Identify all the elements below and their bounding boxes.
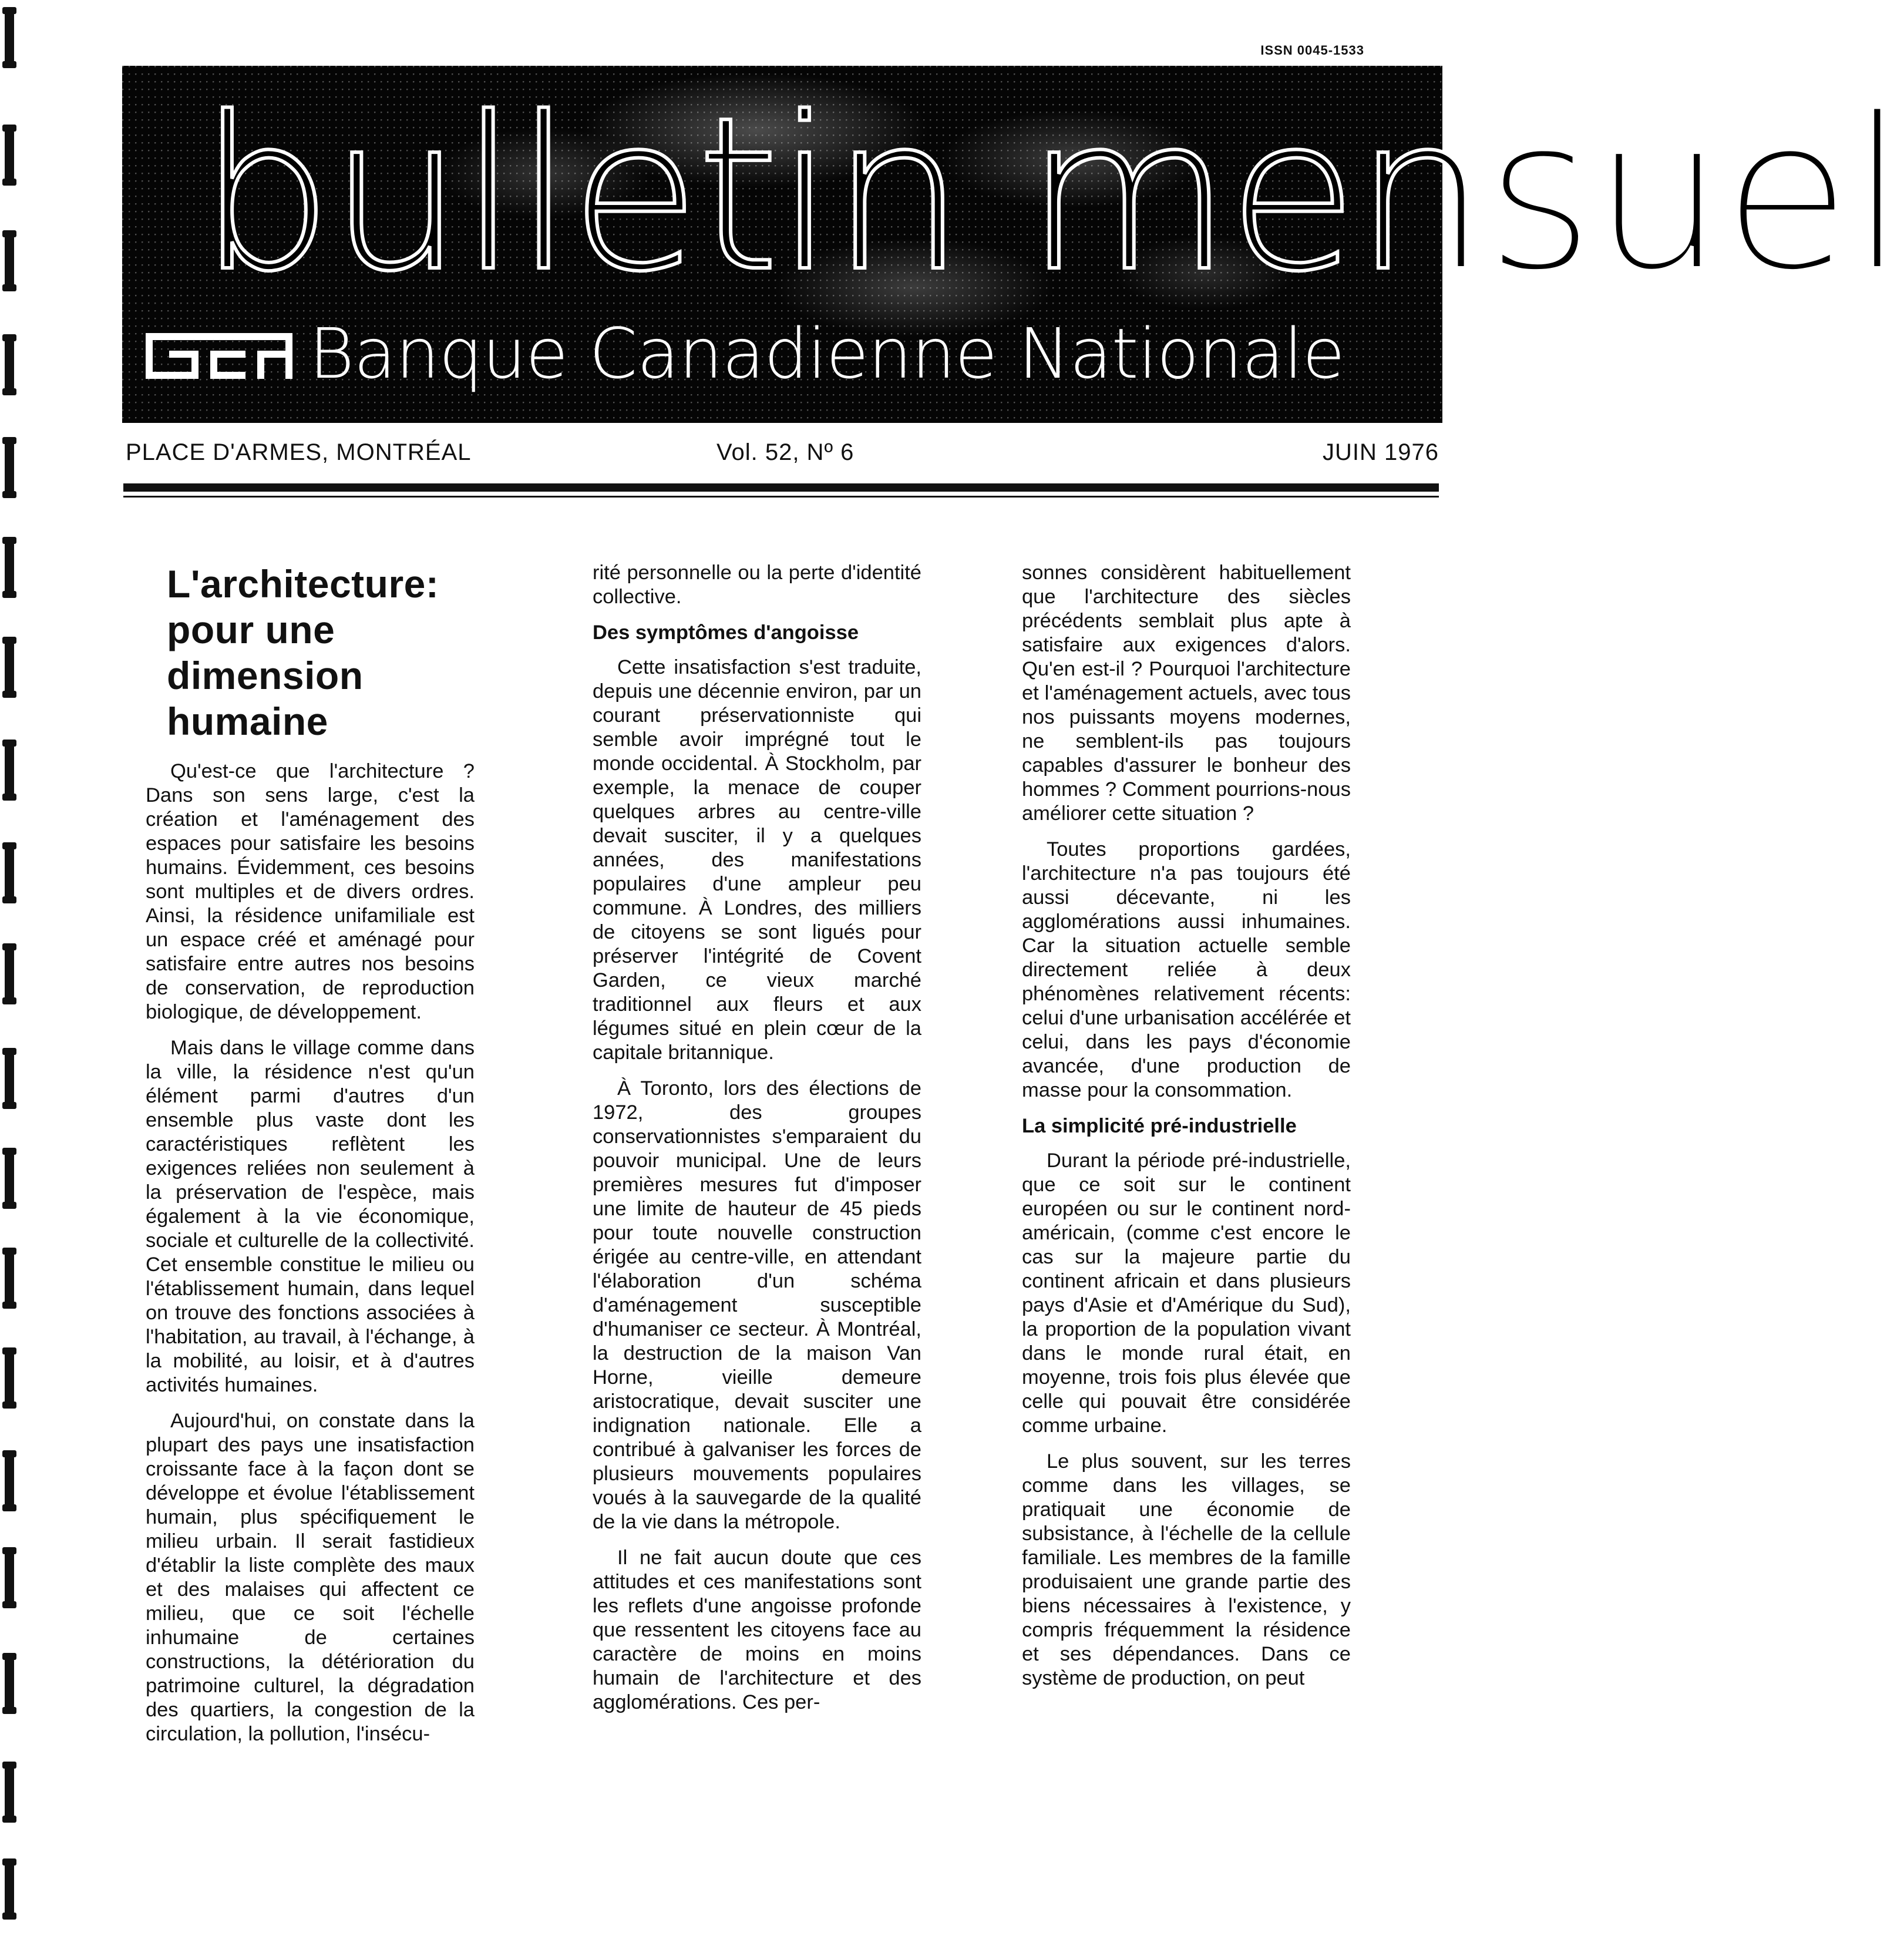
binding-ring: [5, 846, 14, 900]
binding-ring: [5, 1765, 14, 1819]
binding-ring: [5, 947, 14, 1001]
binding-ring: [5, 1351, 14, 1405]
bank-name: Banque Canadienne Nationale: [309, 313, 1345, 394]
binding-rings: [0, 0, 53, 1946]
binding-ring: [5, 338, 14, 392]
issue-date: JUIN 1976: [1323, 439, 1439, 465]
article-paragraph: À Toronto, lors des élections de 1972, des groupes conservationnistes s'emparaient du pouvoir municipal. Une de leurs premières mesures fut d'imposer une limite de hauteur de 45 pieds pour toute nouvelle construction érigée au centre-ville, en attendant l'élaboration d'un schéma d'aménagement susceptible d'humaniser ce secteur. À Montréal, la destruction de la maison Van Horne, vieille demeure aristocratique, devait susciter une indignation nationale. Elle a contribué à galvaniser les forces de plusieurs mouvements populaires voués à la sauvegarde de la qualité de la vie dans la métropole.: [593, 1077, 921, 1533]
location-text: PLACE D'ARMES, MONTRÉAL: [126, 439, 472, 465]
article-column-3: [1022, 561, 1351, 1702]
binding-ring: [5, 1551, 14, 1605]
section-heading: La simplicité pré-industrielle: [1022, 1115, 1297, 1137]
header-rule-thin: [123, 496, 1439, 498]
article-paragraph: Qu'est-ce que l'architecture ? Dans son sens large, c'est la création et l'aménagement des espaces pour satisfaire les besoins humains. Évidemment, ces besoins sont multiples et de divers ordres. Ainsi, la résidence unifamiliale est un espace créé et aménagé pour satisfaire entre autres nos besoins de conservation, de reproduction biologique, de développement.: [146, 760, 475, 1023]
article-paragraph: Cette insatisfaction s'est traduite, depuis une décennie environ, par un courant préservationniste qui semble avoir imprégné tout le monde occidental. À Stockholm, par exemple, la menace de couper quelques arbres au centre-ville devait susciter, il y a quelques années, des manifestations populaires d'une ampleur peu commune. À Londres, des milliers de citoyens se sont ligués pour préserver l'intégrité de Covent Garden, ce vieux marché traditionnel aux fleurs et aux légumes situé en plein cœur de la capitale britannique.: [593, 656, 921, 1064]
article-paragraph: Aujourd'hui, on constate dans la plupart des pays une insatisfaction croissante face à la façon dont se développe et évolue l'établissement humain, plus spécifiquement le milieu urbain. Il serait fastidieux d'établir la liste complète des maux et des malaises qui affectent ce milieu, que ce soit l'échelle inhumaine de certaines constructions, la détérioration du patrimoine culturel, la dégradation des quartiers, la congestion de la circulation, la pollution, l'insécu-: [146, 1410, 475, 1745]
binding-ring: [5, 540, 14, 594]
section-heading: Des symptômes d'angoisse: [593, 621, 859, 644]
publication-title: bulletin mensuel: [199, 72, 1904, 318]
article-headline: L'architecture: pour une dimension humaine: [167, 562, 439, 743]
article-paragraph: Mais dans le village comme dans la ville, la résidence n'est qu'un élément parmi d'autres d'un ensemble plus vaste dont les caractéristiques reflètent les exigences reliées non seulement à la préservation de l'espèce, mais également à la vie économique, sociale et culturelle de la collectivité. Cet ensemble constitue le milieu ou l'établissement humain, dans lequel on trouve des fonctions associées à l'habitation, au travail, à l'échange, à la mobilité, au loisir, et à d'autres activités humaines.: [146, 1037, 475, 1396]
binding-ring: [5, 128, 14, 182]
issue-info-bar: [123, 435, 1439, 472]
binding-ring: [5, 234, 14, 288]
bank-banner: [146, 312, 1344, 395]
binding-ring: [5, 640, 14, 694]
binding-ring: [5, 743, 14, 797]
masthead: [122, 66, 1904, 423]
issn-number: ISSN 0045-1533: [1260, 43, 1364, 58]
binding-ring: [5, 1454, 14, 1508]
binding-ring: [5, 1656, 14, 1710]
article-column-2: [593, 561, 921, 1726]
article-paragraph: rité personnelle ou la perte d'identité collective.: [593, 562, 921, 608]
binding-ring: [5, 1051, 14, 1105]
article-paragraph: Il ne fait aucun doute que ces attitudes et ces manifestations sont les reflets d'une angoisse profonde que ressentent les citoyens face au caractère de moins en moins humain de l'architecture et des agglomérations. Ces per-: [593, 1547, 921, 1713]
article-paragraph: Toutes proportions gardées, l'architecture n'a pas toujours été aussi décevante, ni les agglomérations aussi inhumaines. Car la situation actuelle semble directement reliée à deux phénomènes relativement récents: celui d'une urbanisation accélérée et celui, dans les pays d'économie avancée, d'une production de masse pour la consommation.: [1022, 838, 1351, 1101]
binding-ring: [5, 1251, 14, 1305]
article-column-1: [146, 561, 475, 1758]
header-rule: [123, 483, 1439, 492]
binding-ring: [5, 11, 14, 65]
binding-ring: [5, 441, 14, 495]
bank-logo-icon: [146, 327, 292, 380]
binding-ring: [5, 1862, 14, 1916]
article-paragraph: Durant la période pré-industrielle, que ce soit sur le continent européen ou sur le continent nord-américain, (comme c'est encore le cas sur la majeure partie du continent africain et dans plusieurs pays d'Asie et d'Amérique du Sud), la proportion de la population vivant dans le monde rural était, en moyenne, trois fois plus élevée que celle qui pouvait être considérée comme urbaine.: [1022, 1150, 1351, 1437]
volume-number: Vol. 52, Nº 6: [716, 439, 855, 465]
article-paragraph: sonnes considèrent habituellement que l'architecture des siècles précédents semblait plus apte à satisfaire aux exigences d'alors. Qu'en est-il ? Pourquoi l'architecture et l'aménagement actuels, avec tous nos puissants moyens modernes, ne semblent-ils pas toujours capables d'assurer le bonheur des hommes ? Comment pourrions-nous améliorer cette situation ?: [1022, 562, 1351, 825]
binding-ring: [5, 1151, 14, 1205]
article-paragraph: Le plus souvent, sur les terres comme dans les villages, se pratiquait une économie de subsistance, à l'échelle de la cellule familiale. Les membres de la famille produisaient une grande partie des biens nécessaires à l'existence, y compris fréquemment la résidence et ses dépendances. Dans ce système de production, on peut: [1022, 1450, 1351, 1689]
